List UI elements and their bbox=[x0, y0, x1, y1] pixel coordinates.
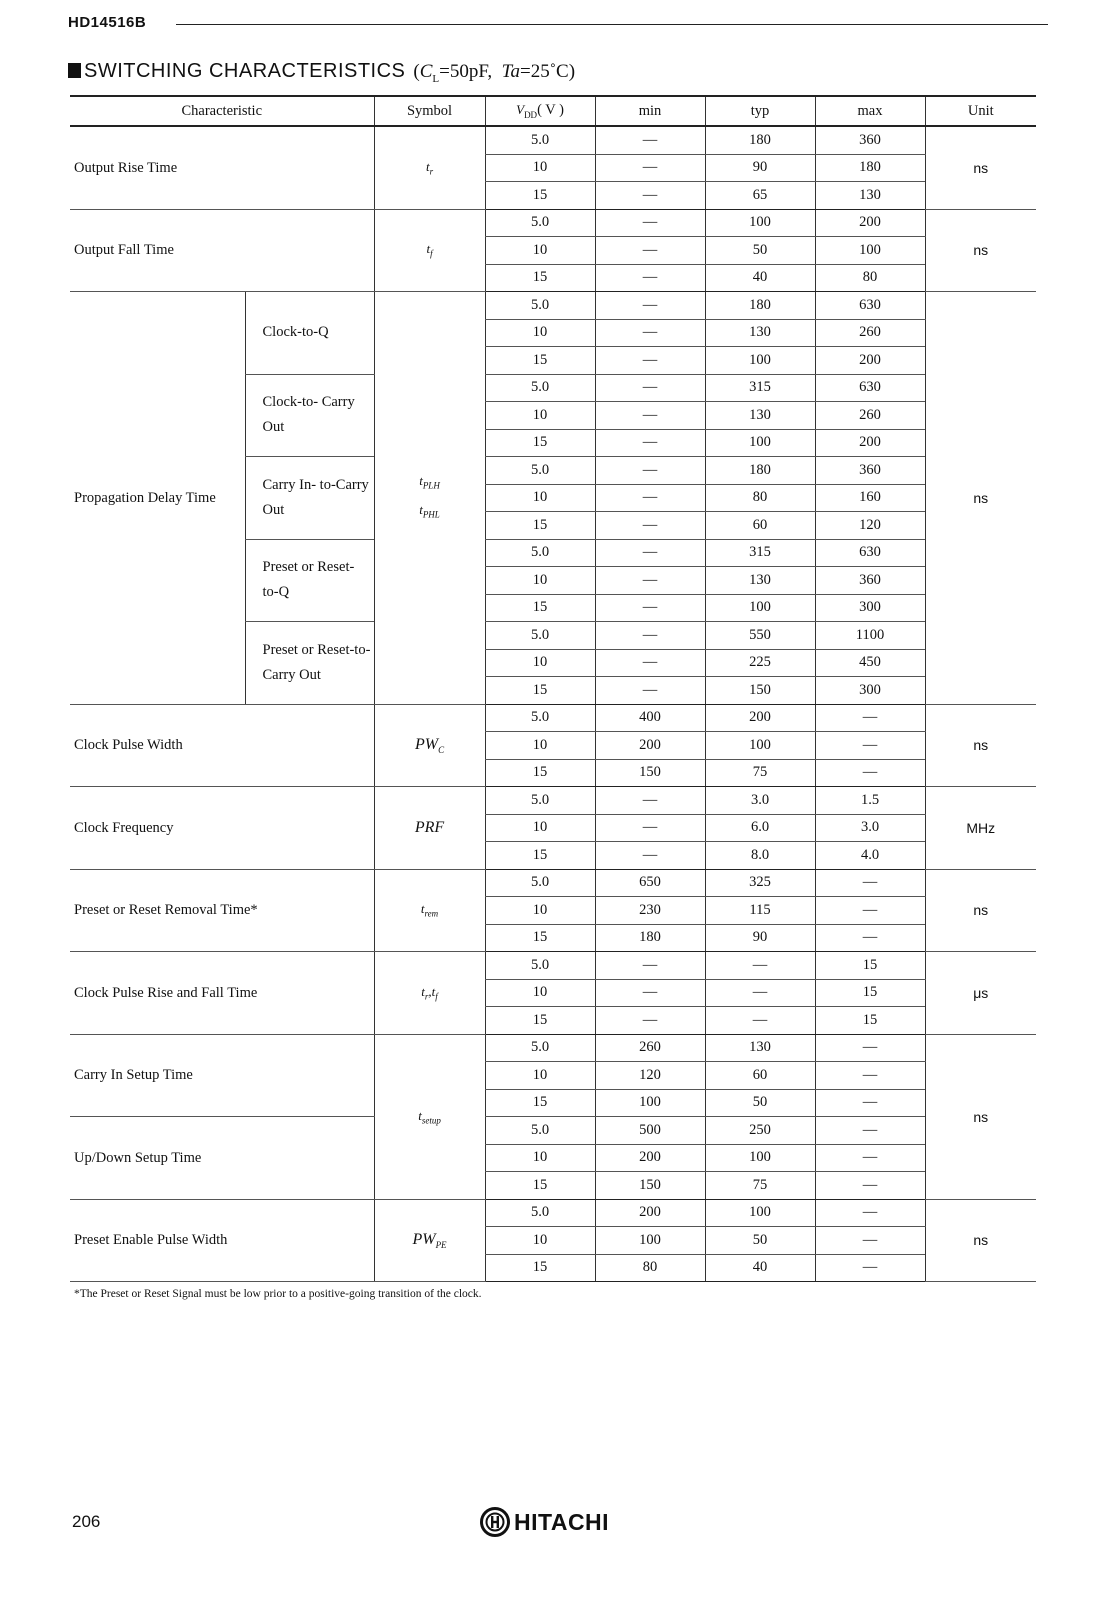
min-cell: — bbox=[595, 154, 705, 182]
vdd-cell: 15 bbox=[485, 594, 595, 622]
typ-cell: 100 bbox=[705, 732, 815, 760]
typ-cell: 60 bbox=[705, 1062, 815, 1090]
vdd-cell: 5.0 bbox=[485, 952, 595, 980]
min-cell: — bbox=[595, 209, 705, 237]
typ-cell: 40 bbox=[705, 264, 815, 292]
vdd-cell: 10 bbox=[485, 979, 595, 1007]
max-cell: 630 bbox=[815, 539, 925, 567]
output-rise-time-group bbox=[70, 126, 1036, 209]
characteristic-name: Clock Pulse Rise and Fall Time bbox=[70, 952, 374, 1035]
max-cell: 300 bbox=[815, 594, 925, 622]
header-rule bbox=[176, 24, 1048, 25]
brand-logo bbox=[480, 1506, 609, 1538]
vdd-cell: 15 bbox=[485, 429, 595, 457]
vdd-cell: 15 bbox=[485, 759, 595, 787]
min-cell: — bbox=[595, 979, 705, 1007]
table-row bbox=[70, 952, 1036, 980]
max-cell: — bbox=[815, 869, 925, 897]
switching-characteristics-table bbox=[70, 95, 1036, 1282]
symbol-cell bbox=[374, 1199, 485, 1282]
vdd-cell: 5.0 bbox=[485, 869, 595, 897]
vdd-cell: 5.0 bbox=[485, 126, 595, 154]
typ-cell: 130 bbox=[705, 1034, 815, 1062]
vdd-cell: 15 bbox=[485, 512, 595, 540]
symbol: t bbox=[421, 983, 425, 999]
min-cell: — bbox=[595, 292, 705, 320]
vdd-cell: 10 bbox=[485, 567, 595, 595]
typ-cell: — bbox=[705, 952, 815, 980]
typ-cell: 50 bbox=[705, 237, 815, 265]
clock-frequency-group bbox=[70, 787, 1036, 870]
min-cell: 400 bbox=[595, 704, 705, 732]
symbol-cell bbox=[374, 704, 485, 787]
characteristic-name: Output Fall Time bbox=[70, 209, 374, 292]
symbol: t bbox=[418, 1107, 422, 1123]
min-cell: — bbox=[595, 622, 705, 650]
vdd-cell: 5.0 bbox=[485, 539, 595, 567]
max-cell: 200 bbox=[815, 347, 925, 375]
max-cell: — bbox=[815, 1144, 925, 1172]
vdd-cell: 5.0 bbox=[485, 457, 595, 485]
cond-cl-symbol: C bbox=[419, 61, 433, 82]
max-cell: 360 bbox=[815, 457, 925, 485]
vdd-cell: 10 bbox=[485, 484, 595, 512]
header-max: max bbox=[815, 96, 925, 126]
max-cell: — bbox=[815, 924, 925, 952]
typ-cell: 60 bbox=[705, 512, 815, 540]
vdd-cell: 15 bbox=[485, 842, 595, 870]
min-cell: 150 bbox=[595, 1172, 705, 1200]
symbol-subscript: PHL bbox=[422, 509, 440, 520]
max-cell: 200 bbox=[815, 209, 925, 237]
sub-characteristic-name: Carry In- to-Carry Out bbox=[245, 457, 374, 540]
typ-cell: 180 bbox=[705, 292, 815, 320]
vdd-cell: 10 bbox=[485, 732, 595, 760]
max-cell: — bbox=[815, 1034, 925, 1062]
vdd-cell: 5.0 bbox=[485, 787, 595, 815]
vdd-cell: 15 bbox=[485, 347, 595, 375]
typ-cell: — bbox=[705, 1007, 815, 1035]
page-number: 206 bbox=[72, 1512, 101, 1531]
preset-enable-group bbox=[70, 1199, 1036, 1282]
symbol-cell bbox=[374, 869, 485, 952]
symbol: t bbox=[425, 158, 430, 174]
min-cell: — bbox=[595, 402, 705, 430]
header-symbol: Symbol bbox=[374, 96, 485, 126]
table-row bbox=[70, 1034, 1036, 1062]
symbol-cell bbox=[374, 292, 485, 705]
unit-cell: ns bbox=[925, 126, 1036, 209]
typ-cell: 115 bbox=[705, 897, 815, 925]
min-cell: — bbox=[595, 512, 705, 540]
vdd-cell: 10 bbox=[485, 319, 595, 347]
min-cell: — bbox=[595, 594, 705, 622]
min-cell: — bbox=[595, 787, 705, 815]
max-cell: — bbox=[815, 1062, 925, 1090]
typ-cell: 315 bbox=[705, 539, 815, 567]
cond-close: ) bbox=[568, 61, 576, 82]
vdd-cell: 10 bbox=[485, 237, 595, 265]
vdd-cell: 10 bbox=[485, 814, 595, 842]
min-cell: 150 bbox=[595, 759, 705, 787]
test-conditions bbox=[413, 61, 576, 85]
symbol: t bbox=[419, 473, 423, 489]
max-cell: — bbox=[815, 1199, 925, 1227]
max-cell: — bbox=[815, 897, 925, 925]
vdd-cell: 5.0 bbox=[485, 704, 595, 732]
typ-cell: 100 bbox=[705, 1144, 815, 1172]
cond-cl-subscript: L bbox=[432, 72, 440, 85]
typ-cell: 130 bbox=[705, 567, 815, 595]
typ-cell: 325 bbox=[705, 869, 815, 897]
characteristic-name: Output Rise Time bbox=[70, 126, 374, 209]
output-fall-time-group bbox=[70, 209, 1036, 292]
vdd-subscript: DD bbox=[524, 109, 538, 120]
max-cell: — bbox=[815, 1172, 925, 1200]
vdd-cell: 15 bbox=[485, 677, 595, 705]
header-typ: typ bbox=[705, 96, 815, 126]
vdd-cell: 5.0 bbox=[485, 1117, 595, 1145]
table-row bbox=[70, 787, 1036, 815]
removal-time-group bbox=[70, 869, 1036, 952]
typ-cell: 225 bbox=[705, 649, 815, 677]
part-number: HD14516B bbox=[68, 14, 147, 31]
symbol-subscript: setup bbox=[421, 1115, 441, 1126]
min-cell: 80 bbox=[595, 1254, 705, 1282]
max-cell: 15 bbox=[815, 952, 925, 980]
min-cell: — bbox=[595, 1007, 705, 1035]
characteristic-name: Clock Frequency bbox=[70, 787, 374, 870]
typ-cell: 100 bbox=[705, 429, 815, 457]
clock-rise-fall-group bbox=[70, 952, 1036, 1035]
max-cell: 4.0 bbox=[815, 842, 925, 870]
min-cell: — bbox=[595, 126, 705, 154]
vdd-cell: 5.0 bbox=[485, 1034, 595, 1062]
typ-cell: 75 bbox=[705, 759, 815, 787]
max-cell: 260 bbox=[815, 319, 925, 347]
vdd-cell: 10 bbox=[485, 1144, 595, 1172]
min-cell: — bbox=[595, 814, 705, 842]
vdd-cell: 10 bbox=[485, 402, 595, 430]
symbol-subscript: PLH bbox=[422, 480, 440, 491]
min-cell: 120 bbox=[595, 1062, 705, 1090]
setup-time-group bbox=[70, 1034, 1036, 1199]
max-cell: — bbox=[815, 1117, 925, 1145]
typ-cell: 90 bbox=[705, 154, 815, 182]
max-cell: 100 bbox=[815, 237, 925, 265]
section-title-text: SWITCHING CHARACTERISTICS bbox=[84, 60, 406, 82]
table-row bbox=[70, 126, 1036, 154]
max-cell: — bbox=[815, 732, 925, 760]
header-vdd bbox=[485, 96, 595, 126]
typ-cell: 90 bbox=[705, 924, 815, 952]
table-row bbox=[70, 869, 1036, 897]
min-cell: — bbox=[595, 347, 705, 375]
typ-cell: 100 bbox=[705, 1199, 815, 1227]
symbol-subscript: f bbox=[430, 249, 433, 260]
typ-cell: 50 bbox=[705, 1227, 815, 1255]
vdd-cell: 15 bbox=[485, 1254, 595, 1282]
max-cell: 300 bbox=[815, 677, 925, 705]
min-cell: — bbox=[595, 649, 705, 677]
min-cell: 200 bbox=[595, 732, 705, 760]
typ-cell: 6.0 bbox=[705, 814, 815, 842]
typ-cell: 315 bbox=[705, 374, 815, 402]
characteristic-name: Preset or Reset Removal Time* bbox=[70, 869, 374, 952]
vdd-symbol: V bbox=[516, 102, 525, 118]
min-cell: — bbox=[595, 237, 705, 265]
min-cell: — bbox=[595, 677, 705, 705]
symbol: t bbox=[426, 241, 431, 257]
typ-cell: 3.0 bbox=[705, 787, 815, 815]
vdd-cell: 10 bbox=[485, 1227, 595, 1255]
max-cell: 360 bbox=[815, 126, 925, 154]
max-cell: 15 bbox=[815, 979, 925, 1007]
max-cell: 630 bbox=[815, 374, 925, 402]
max-cell: 450 bbox=[815, 649, 925, 677]
typ-cell: 130 bbox=[705, 319, 815, 347]
max-cell: — bbox=[815, 759, 925, 787]
typ-cell: 50 bbox=[705, 1089, 815, 1117]
max-cell: 120 bbox=[815, 512, 925, 540]
vdd-cell: 15 bbox=[485, 182, 595, 210]
characteristic-name: Up/Down Setup Time bbox=[70, 1117, 374, 1200]
max-cell: 160 bbox=[815, 484, 925, 512]
vdd-cell: 15 bbox=[485, 1089, 595, 1117]
max-cell: — bbox=[815, 1254, 925, 1282]
brand-name: HITACHI bbox=[514, 1508, 610, 1535]
symbol-cell bbox=[374, 952, 485, 1035]
symbol: PW bbox=[412, 1230, 436, 1248]
header-unit: Unit bbox=[925, 96, 1036, 126]
unit-cell: ns bbox=[925, 869, 1036, 952]
min-cell: 100 bbox=[595, 1227, 705, 1255]
symbol-subscript: rem bbox=[424, 909, 439, 920]
symbol: t bbox=[419, 501, 423, 517]
typ-cell: 100 bbox=[705, 347, 815, 375]
symbol-cell: PRF bbox=[374, 787, 485, 870]
vdd-cell: 5.0 bbox=[485, 374, 595, 402]
sub-characteristic-name: Clock-to-Q bbox=[245, 292, 374, 375]
unit-cell: ns bbox=[925, 704, 1036, 787]
sub-characteristic-name: Preset or Reset-to- Carry Out bbox=[245, 622, 374, 705]
min-cell: — bbox=[595, 429, 705, 457]
table-row bbox=[70, 209, 1036, 237]
min-cell: — bbox=[595, 182, 705, 210]
table-row bbox=[70, 1199, 1036, 1227]
characteristic-name: Propagation Delay Time bbox=[70, 292, 245, 705]
min-cell: — bbox=[595, 539, 705, 567]
vdd-cell: 10 bbox=[485, 1062, 595, 1090]
typ-cell: — bbox=[705, 979, 815, 1007]
symbol-subscript: r bbox=[424, 991, 429, 1002]
max-cell: — bbox=[815, 704, 925, 732]
min-cell: 650 bbox=[595, 869, 705, 897]
symbol-phl bbox=[375, 498, 485, 527]
min-cell: — bbox=[595, 952, 705, 980]
footnote: *The Preset or Reset Signal must be low prior to a positive-going transition of the clock. bbox=[74, 1288, 482, 1300]
min-cell: 500 bbox=[595, 1117, 705, 1145]
max-cell: 260 bbox=[815, 402, 925, 430]
page-header bbox=[68, 14, 1048, 34]
unit-cell: μs bbox=[925, 952, 1036, 1035]
max-cell: — bbox=[815, 1227, 925, 1255]
vdd-unit: ( V ) bbox=[537, 102, 564, 119]
vdd-cell: 10 bbox=[485, 649, 595, 677]
vdd-cell: 15 bbox=[485, 264, 595, 292]
hitachi-logo-icon bbox=[480, 1507, 510, 1537]
vdd-cell: 5.0 bbox=[485, 1199, 595, 1227]
min-cell: 180 bbox=[595, 924, 705, 952]
max-cell: 180 bbox=[815, 154, 925, 182]
typ-cell: 200 bbox=[705, 704, 815, 732]
characteristic-name: Clock Pulse Width bbox=[70, 704, 374, 787]
typ-cell: 100 bbox=[705, 209, 815, 237]
cond-open: ( bbox=[413, 61, 420, 82]
min-cell: — bbox=[595, 484, 705, 512]
min-cell: 100 bbox=[595, 1089, 705, 1117]
max-cell: 630 bbox=[815, 292, 925, 320]
typ-cell: 250 bbox=[705, 1117, 815, 1145]
min-cell: 200 bbox=[595, 1199, 705, 1227]
vdd-cell: 5.0 bbox=[485, 622, 595, 650]
max-cell: 80 bbox=[815, 264, 925, 292]
typ-cell: 150 bbox=[705, 677, 815, 705]
min-cell: — bbox=[595, 457, 705, 485]
sub-characteristic-name: Preset or Reset- to-Q bbox=[245, 539, 374, 622]
unit-cell: MHz bbox=[925, 787, 1036, 870]
typ-cell: 550 bbox=[705, 622, 815, 650]
propagation-delay-group bbox=[70, 292, 1036, 705]
typ-cell: 75 bbox=[705, 1172, 815, 1200]
unit-cell: ns bbox=[925, 1199, 1036, 1282]
typ-cell: 180 bbox=[705, 126, 815, 154]
unit-cell: ns bbox=[925, 1034, 1036, 1199]
max-cell: 1100 bbox=[815, 622, 925, 650]
max-cell: 15 bbox=[815, 1007, 925, 1035]
symbol-cell bbox=[374, 126, 485, 209]
max-cell: 1.5 bbox=[815, 787, 925, 815]
min-cell: — bbox=[595, 842, 705, 870]
cond-ta-symbol: Ta bbox=[501, 61, 520, 82]
vdd-cell: 15 bbox=[485, 1172, 595, 1200]
min-cell: 230 bbox=[595, 897, 705, 925]
typ-cell: 8.0 bbox=[705, 842, 815, 870]
table-row bbox=[70, 292, 1036, 320]
vdd-cell: 15 bbox=[485, 1007, 595, 1035]
section-bullet-icon bbox=[68, 63, 81, 78]
symbol-subscript: PE bbox=[435, 1239, 447, 1250]
vdd-cell: 5.0 bbox=[485, 292, 595, 320]
symbol-cell bbox=[374, 1034, 485, 1199]
typ-cell: 100 bbox=[705, 594, 815, 622]
vdd-cell: 5.0 bbox=[485, 209, 595, 237]
max-cell: 130 bbox=[815, 182, 925, 210]
typ-cell: 80 bbox=[705, 484, 815, 512]
unit-cell: ns bbox=[925, 292, 1036, 705]
header-min: min bbox=[595, 96, 705, 126]
header-characteristic: Characteristic bbox=[70, 96, 374, 126]
typ-cell: 65 bbox=[705, 182, 815, 210]
symbol-cell bbox=[374, 209, 485, 292]
clock-pulse-width-group bbox=[70, 704, 1036, 787]
table-row bbox=[70, 704, 1036, 732]
characteristic-name: Carry In Setup Time bbox=[70, 1034, 374, 1117]
table-row bbox=[70, 1117, 1036, 1145]
typ-cell: 40 bbox=[705, 1254, 815, 1282]
min-cell: — bbox=[595, 319, 705, 347]
min-cell: — bbox=[595, 374, 705, 402]
sub-characteristic-name: Clock-to- Carry Out bbox=[245, 374, 374, 457]
max-cell: 200 bbox=[815, 429, 925, 457]
max-cell: 3.0 bbox=[815, 814, 925, 842]
symbol-plh bbox=[375, 469, 485, 498]
cond-cl-value: =50pF, bbox=[439, 61, 493, 82]
section-title bbox=[68, 60, 575, 85]
unit-cell: ns bbox=[925, 209, 1036, 292]
table-header-row bbox=[70, 96, 1036, 126]
symbol: PW bbox=[414, 735, 439, 753]
symbol-subscript: C bbox=[438, 744, 445, 755]
max-cell: — bbox=[815, 1089, 925, 1117]
vdd-cell: 15 bbox=[485, 924, 595, 952]
symbol-subscript: f bbox=[435, 991, 438, 1002]
characteristic-name: Preset Enable Pulse Width bbox=[70, 1199, 374, 1282]
typ-cell: 180 bbox=[705, 457, 815, 485]
symbol: t bbox=[420, 901, 425, 917]
max-cell: 360 bbox=[815, 567, 925, 595]
typ-cell: 130 bbox=[705, 402, 815, 430]
min-cell: 260 bbox=[595, 1034, 705, 1062]
min-cell: — bbox=[595, 264, 705, 292]
vdd-cell: 10 bbox=[485, 154, 595, 182]
cond-ta-value: =25˚C bbox=[520, 61, 569, 82]
symbol-subscript: r bbox=[429, 166, 434, 177]
min-cell: — bbox=[595, 567, 705, 595]
min-cell: 200 bbox=[595, 1144, 705, 1172]
symbol: ,t bbox=[428, 983, 436, 999]
vdd-cell: 10 bbox=[485, 897, 595, 925]
